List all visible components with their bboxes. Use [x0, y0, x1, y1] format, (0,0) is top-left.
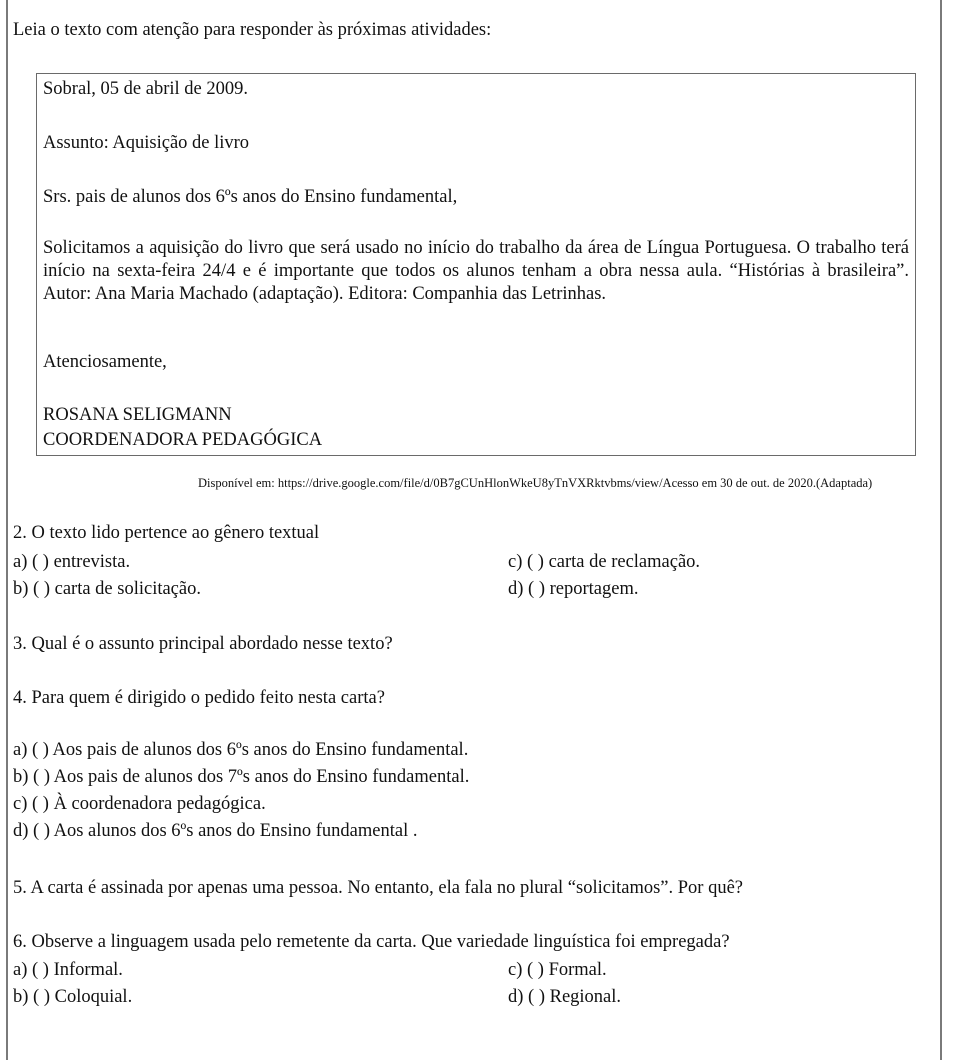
q4-question: 4. Para quem é dirigido o pedido feito nesta carta? [13, 688, 385, 708]
q3-question: 3. Qual é o assunto principal abordado nesse texto? [13, 634, 393, 654]
letter-greeting: Srs. pais de alunos dos 6ºs anos do Ensino fundamental, [43, 187, 458, 207]
source-citation: Disponível em: https://drive.google.com/file/d/0B7gCUnHlonWkeU8yTnVXRktvbms/view/Acesso em 30 de out. de 2020.(Adaptada) [198, 476, 873, 490]
q6-option-c[interactable]: c) ( ) Formal. [508, 960, 607, 980]
letter-body: Solicitamos a aquisição do livro que será usado no início do trabalho da área de Língua Portuguesa. O trabalho terá início na sexta-feira 24/4 e é importante que todos os alunos tenham a obra nessa aula. “Histórias à brasileira”. Autor: Ana Maria Machado (adaptação). Editora: Companhia das Letrinhas. [43, 238, 909, 304]
q4-option-a[interactable]: a) ( ) Aos pais de alunos dos 6ºs anos do Ensino fundamental. [13, 740, 469, 760]
letter-box [36, 73, 916, 456]
q2-option-a[interactable]: a) ( ) entrevista. [13, 552, 131, 572]
q6-option-a[interactable]: a) ( ) Informal. [13, 960, 123, 980]
q2-question: 2. O texto lido pertence ao gênero textual [13, 523, 320, 543]
q6-option-d[interactable]: d) ( ) Regional. [508, 987, 622, 1007]
letter-signer-name: ROSANA SELIGMANN [43, 405, 232, 425]
intro-text: Leia o texto com atenção para responder às próximas atividades: [13, 20, 492, 40]
q2-option-c[interactable]: c) ( ) carta de reclamação. [508, 552, 701, 572]
letter-signer-role: COORDENADORA PEDAGÓGICA [43, 430, 323, 450]
q4-option-c[interactable]: c) ( ) À coordenadora pedagógica. [13, 794, 266, 814]
letter-place-date: Sobral, 05 de abril de 2009. [43, 79, 248, 99]
letter-closing: Atenciosamente, [43, 352, 167, 372]
q6-option-b[interactable]: b) ( ) Coloquial. [13, 987, 133, 1007]
letter-subject: Assunto: Aquisição de livro [43, 133, 250, 153]
q4-option-d[interactable]: d) ( ) Aos alunos dos 6ºs anos do Ensino fundamental . [13, 821, 418, 841]
q2-option-d[interactable]: d) ( ) reportagem. [508, 579, 639, 599]
q6-question: 6. Observe a linguagem usada pelo remetente da carta. Que variedade linguística foi empregada? [13, 932, 730, 952]
q2-option-b[interactable]: b) ( ) carta de solicitação. [13, 579, 201, 599]
q5-question: 5. A carta é assinada por apenas uma pessoa. No entanto, ela fala no plural “solicitamos”. Por quê? [13, 878, 743, 898]
q4-option-b[interactable]: b) ( ) Aos pais de alunos dos 7ºs anos do Ensino fundamental. [13, 767, 470, 787]
